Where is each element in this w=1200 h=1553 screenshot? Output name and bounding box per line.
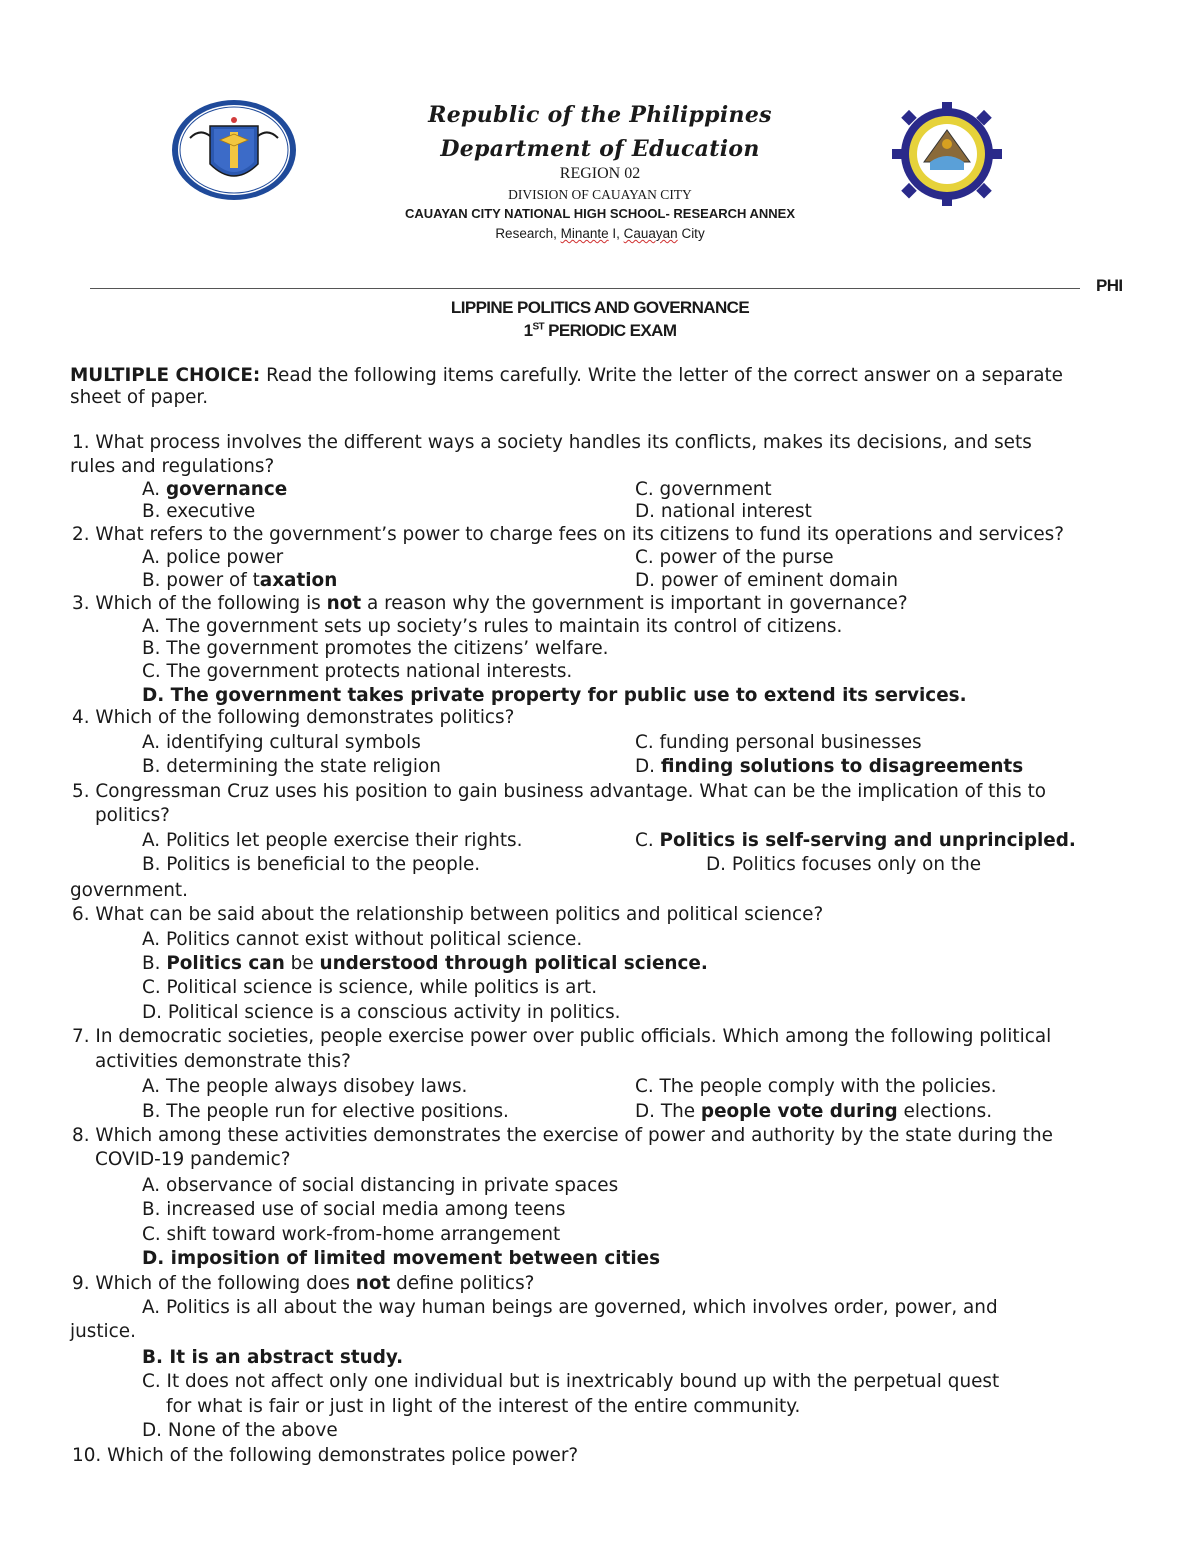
option-letter: B.: [142, 953, 167, 974]
exam-subject-title: LIPPINE POLITICS AND GOVERNANCE: [450, 298, 750, 317]
question-5-stem-cont: politics?: [95, 805, 170, 826]
option-text: D. The: [635, 1101, 701, 1122]
question-6-stem: 6. What can be said about the relationship between politics and political science?: [72, 904, 824, 925]
address-part: I,: [608, 226, 624, 241]
correct-answer: people vote during: [700, 1101, 898, 1122]
question-7-stem: 7. In democratic societies, people exercise power over public officials. Which among the following political: [72, 1026, 1052, 1047]
question-9-option-c-cont: for what is fair or just in light of the interest of the entire community.: [166, 1396, 801, 1417]
question-6-option-c: C. Political science is science, while politics is art.: [142, 977, 598, 998]
correct-answer: understood through political science.: [319, 953, 708, 974]
address-part: City: [677, 226, 705, 241]
department-heading: Department of Education: [440, 136, 760, 162]
title-fragment-phi: PHI: [1096, 276, 1123, 295]
stem-text: 9. Which of the following does: [72, 1273, 356, 1294]
stem-text: 3. Which of the following is: [72, 593, 327, 614]
header-divider: [90, 288, 1080, 289]
question-1-option-a: [142, 478, 287, 502]
question-8-option-b: B. increased use of social media among teens: [142, 1199, 566, 1220]
option-text: B. power of t: [142, 570, 260, 591]
instructions-label: MULTIPLE CHOICE:: [70, 365, 261, 386]
stem-text: a reason why the government is important in governance?: [361, 593, 908, 614]
instructions-line-2: sheet of paper.: [70, 387, 209, 408]
question-9-stem: [72, 1272, 534, 1296]
instructions-line-1: [70, 364, 1063, 388]
exam-period-title: [0, 321, 1200, 341]
option-text: elections.: [897, 1101, 993, 1122]
school-name: CAUAYAN CITY NATIONAL HIGH SCHOOL- RESEARCH ANNEX: [404, 206, 796, 221]
correct-answer: finding solutions to disagreements: [660, 756, 1024, 777]
question-5-option-a: A. Politics let people exercise their rights.: [142, 830, 523, 851]
question-8-option-a: A. observance of social distancing in private spaces: [142, 1175, 619, 1196]
question-3-option-b: B. The government promotes the citizens’ welfare.: [142, 638, 609, 659]
option-text: be: [284, 953, 320, 974]
question-7-option-d: [635, 1100, 992, 1124]
question-2-stem: 2. What refers to the government’s power to charge fees on its citizens to fund its operations and services?: [72, 524, 1065, 545]
question-9-option-a: A. Politics is all about the way human beings are governed, which involves order, power, and: [142, 1297, 998, 1318]
question-2-option-a: A. police power: [142, 547, 284, 568]
question-3-option-c: C. The government protects national interests.: [142, 661, 573, 682]
question-9-option-a-cont: justice.: [70, 1321, 136, 1342]
republic-heading: Republic of the Philippines: [428, 102, 772, 128]
question-5-stem: 5. Congressman Cruz uses his position to gain business advantage. What can be the implication of this to: [72, 781, 1047, 802]
question-3-stem: [72, 592, 908, 616]
question-7-option-a: A. The people always disobey laws.: [142, 1076, 468, 1097]
question-5-option-d-cont: government.: [70, 880, 188, 901]
question-8-option-d: D. imposition of limited movement between cities: [142, 1248, 661, 1269]
question-2-option-b: [142, 569, 337, 593]
question-6-option-a: A. Politics cannot exist without political science.: [142, 929, 583, 950]
question-9-option-b: B. It is an abstract study.: [142, 1347, 404, 1368]
school-address: [0, 226, 1200, 241]
question-5-option-d: D. Politics focuses only on the: [706, 854, 982, 875]
question-9-option-c: C. It does not affect only one individual but is inextricably bound up with the perpetual quest: [142, 1371, 1000, 1392]
question-1-option-d: D. national interest: [635, 501, 812, 522]
stem-emphasis: not: [355, 1273, 391, 1294]
question-4-option-a: A. identifying cultural symbols: [142, 732, 421, 753]
question-1-option-b: B. executive: [142, 501, 256, 522]
correct-answer: governance: [165, 479, 288, 500]
stem-emphasis: not: [326, 593, 362, 614]
question-10-stem: 10. Which of the following demonstrates police power?: [72, 1445, 579, 1466]
question-1-stem: 1. What process involves the different ways a society handles its conflicts, makes its decisions, and sets: [72, 432, 1032, 453]
title-part: 1: [523, 321, 533, 340]
instructions-text: Read the following items carefully. Write the letter of the correct answer on a separate: [260, 365, 1063, 386]
question-8-option-c: C. shift toward work-from-home arrangement: [142, 1224, 561, 1245]
question-4-stem: 4. Which of the following demonstrates politics?: [72, 707, 515, 728]
question-7-option-b: B. The people run for elective positions.: [142, 1101, 509, 1122]
address-part: Minante: [560, 226, 609, 241]
correct-answer: Politics can: [166, 953, 285, 974]
question-4-option-b: B. determining the state religion: [142, 756, 441, 777]
question-8-stem: 8. Which among these activities demonstrates the exercise of power and authority by the state during the: [72, 1125, 1053, 1146]
question-5-option-b: B. Politics is beneficial to the people.: [142, 854, 481, 875]
address-part: Research,: [495, 226, 561, 241]
question-2-option-c: C. power of the purse: [635, 547, 834, 568]
option-letter: C.: [635, 830, 660, 851]
title-part: PERIODIC EXAM: [544, 321, 677, 340]
question-9-option-d: D. None of the above: [142, 1420, 338, 1441]
question-1-stem-cont: rules and regulations?: [70, 456, 275, 477]
address-part: Cauayan: [623, 226, 678, 241]
question-8-stem-cont: COVID-19 pandemic?: [95, 1149, 291, 1170]
question-2-option-d: D. power of eminent domain: [635, 570, 899, 591]
question-3-option-a: A. The government sets up society’s rules to maintain its control of citizens.: [142, 616, 843, 637]
correct-answer: axation: [259, 570, 338, 591]
question-7-option-c: C. The people comply with the policies.: [635, 1076, 997, 1097]
correct-answer: Politics is self-serving and unprincipled.: [659, 830, 1076, 851]
division-label: DIVISION OF CAUAYAN CITY: [508, 187, 692, 202]
question-7-stem-cont: activities demonstrate this?: [95, 1051, 351, 1072]
title-part: ST: [532, 321, 545, 333]
question-3-option-d: D. The government takes private property for public use to extend its services.: [142, 685, 967, 706]
question-1-option-c: C. government: [635, 479, 772, 500]
question-6-option-b: [142, 952, 708, 976]
question-4-option-c: C. funding personal businesses: [635, 732, 922, 753]
question-4-option-d: [635, 755, 1023, 779]
stem-text: define politics?: [390, 1273, 535, 1294]
question-5-option-c: [635, 829, 1076, 853]
option-letter: A.: [142, 479, 166, 500]
question-6-option-d: D. Political science is a conscious activity in politics.: [142, 1002, 621, 1023]
option-letter: D.: [635, 756, 661, 777]
region-label: REGION 02: [559, 165, 641, 182]
